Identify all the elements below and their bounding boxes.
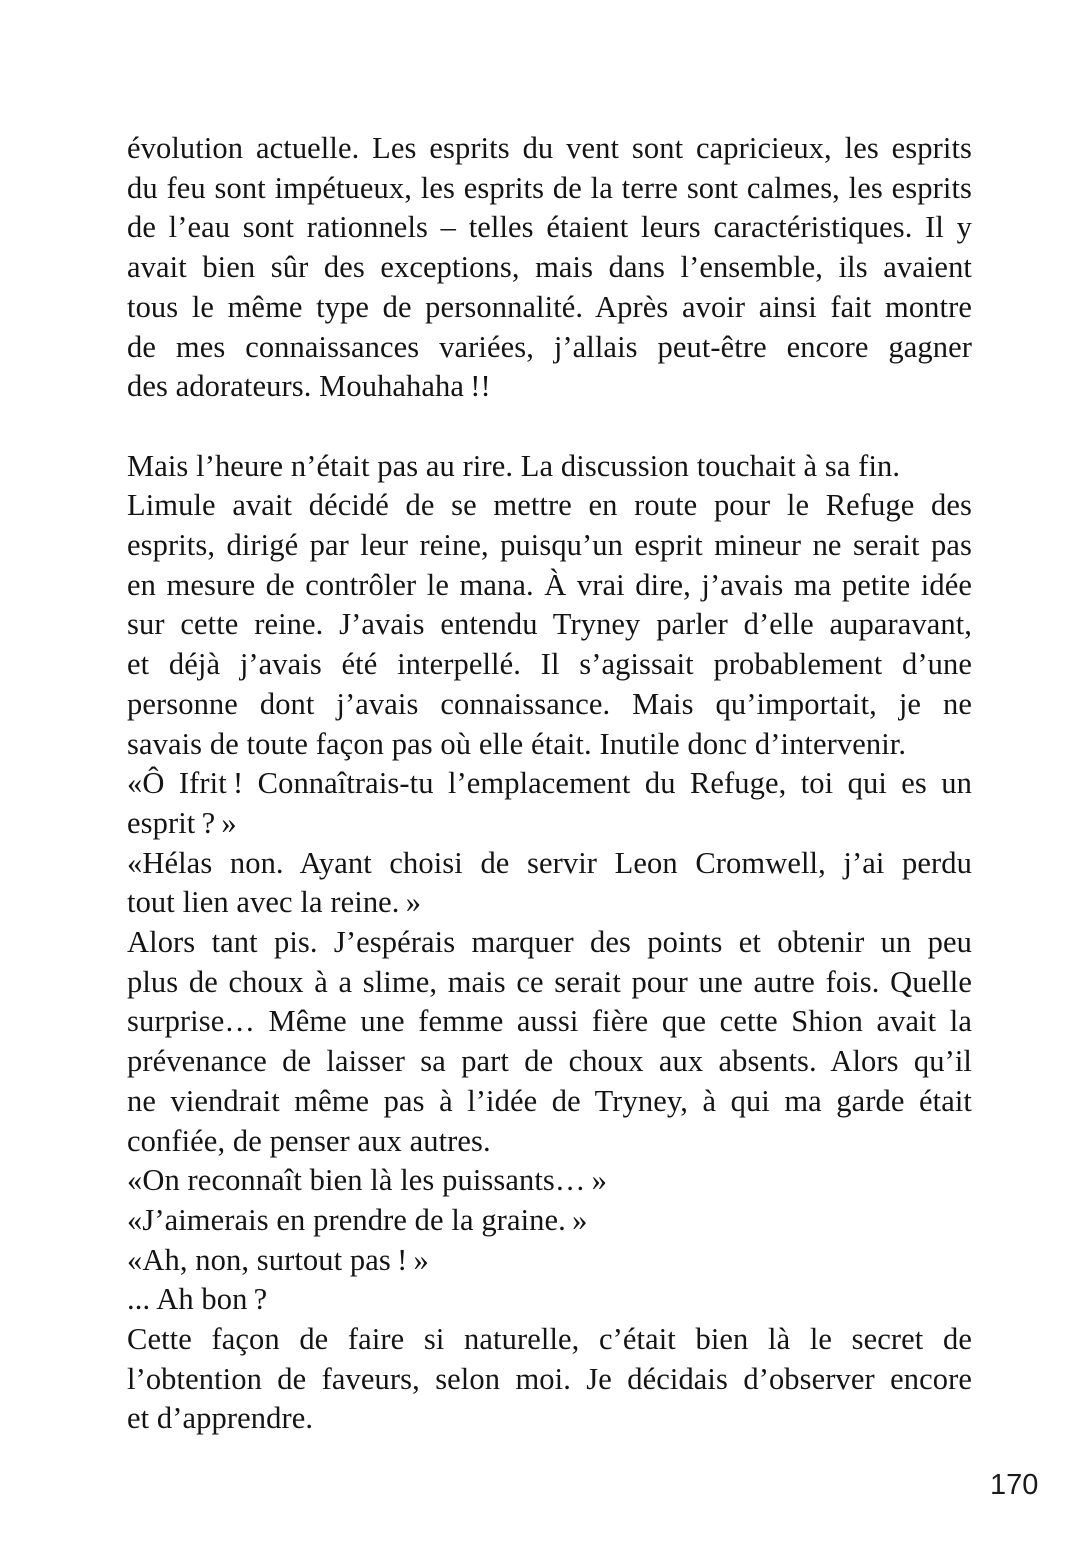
text-line: Mais l’heure n’était pas au rire. La discussion touchait à sa fin. bbox=[127, 448, 901, 483]
paragraph bbox=[127, 1161, 972, 1201]
text-line: personne dont j’avais connaissance. Mais qu’importait, je ne bbox=[127, 686, 972, 721]
text-line: et déjà j’avais été interpellé. Il s’agissait probablement d’une bbox=[127, 647, 972, 682]
text-line: l’obtention de faveurs, selon moi. Je décidais d’observer encore bbox=[127, 1361, 972, 1396]
text-line: et d’apprendre. bbox=[127, 1401, 314, 1436]
text-line: ne viendrait même pas à l’idée de Tryney, à qui ma garde était bbox=[127, 1083, 972, 1118]
text-line: «Ô Ifrit ! Connaîtrais-tu l’emplacement du Refuge, toi qui es un bbox=[127, 766, 972, 801]
paragraph bbox=[127, 447, 972, 487]
text-line: ... Ah bon ? bbox=[127, 1282, 268, 1317]
paragraph bbox=[127, 486, 972, 764]
paragraph bbox=[127, 1320, 972, 1439]
text-line: plus de choux à a slime, mais ce serait pour une autre fois. Quelle bbox=[127, 964, 972, 999]
text-line: sur cette reine. J’avais entendu Tryney parler d’elle auparavant, bbox=[127, 607, 972, 642]
text-line: du feu sont impétueux, les esprits de la terre sont calmes, les esprits bbox=[127, 170, 972, 205]
paragraph bbox=[127, 1241, 972, 1281]
text-line: savais de toute façon pas où elle était. Inutile donc d’intervenir. bbox=[127, 726, 907, 761]
paragraph bbox=[127, 129, 972, 407]
paragraph bbox=[127, 764, 972, 843]
text-line: tout lien avec la reine. » bbox=[127, 885, 422, 920]
paragraph bbox=[127, 1280, 972, 1320]
paragraph bbox=[127, 844, 972, 923]
paragraph bbox=[127, 923, 972, 1161]
text-line: confiée, de penser aux autres. bbox=[127, 1123, 491, 1158]
text-line: de mes connaissances variées, j’allais peut-être encore gagner bbox=[127, 329, 972, 364]
text-line: Alors tant pis. J’espérais marquer des points et obtenir un peu bbox=[127, 925, 972, 960]
text-line: «Hélas non. Ayant choisi de servir Leon Cromwell, j’ai perdu bbox=[127, 845, 972, 880]
text-line: prévenance de laisser sa part de choux aux absents. Alors qu’il bbox=[127, 1044, 972, 1079]
text-line: esprit ? » bbox=[127, 805, 237, 840]
paragraph bbox=[127, 1201, 972, 1241]
text-line: «J’aimerais en prendre de la graine. » bbox=[127, 1202, 588, 1237]
text-line: esprits, dirigé par leur reine, puisqu’un esprit mineur ne serait pas bbox=[127, 528, 972, 563]
text-line: «Ah, non, surtout pas ! » bbox=[127, 1242, 429, 1277]
text-line: surprise… Même une femme aussi fière que cette Shion avait la bbox=[127, 1004, 972, 1039]
text-line: Cette façon de faire si naturelle, c’était bien là le secret de bbox=[127, 1322, 972, 1357]
text-line: avait bien sûr des exceptions, mais dans l’ensemble, ils avaient bbox=[127, 250, 972, 285]
text-line: de l’eau sont rationnels – telles étaient leurs caractéristiques. Il y bbox=[127, 210, 972, 245]
text-line: en mesure de contrôler le mana. À vrai dire, j’avais ma petite idée bbox=[127, 567, 972, 602]
text-line: des adorateurs. Mouhahaha !! bbox=[127, 369, 491, 404]
text-line: «On reconnaît bien là les puissants… » bbox=[127, 1163, 608, 1198]
page-number: 170 bbox=[990, 1469, 1039, 1501]
text-line: tous le même type de personnalité. Après avoir ainsi fait montre bbox=[127, 289, 972, 324]
text-line: Limule avait décidé de se mettre en route pour le Refuge des bbox=[127, 488, 972, 523]
text-line: évolution actuelle. Les esprits du vent sont capricieux, les esprits bbox=[127, 131, 972, 165]
page-text bbox=[127, 129, 972, 1439]
